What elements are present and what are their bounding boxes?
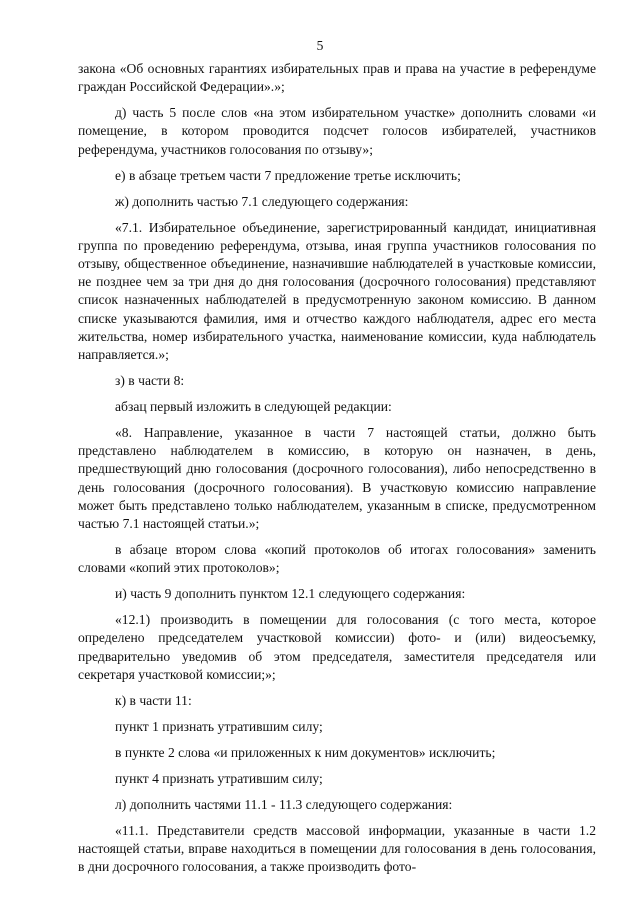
document-body [78, 60, 596, 884]
paragraph: «12.1) производить в помещении для голосования (с того места, которое определено председателем участковой комиссии) фото- и (или) видеосъемку, предварительно уведомив об этом председателя, заместителя председателя или секретаря участковой комиссии;»; [78, 612, 596, 682]
paragraph: ж) дополнить частью 7.1 следующего содержания: [115, 193, 409, 209]
paragraph: абзац первый изложить в следующей редакции: [115, 399, 392, 415]
paragraph: е) в абзаце третьем части 7 предложение третье исключить; [115, 167, 461, 183]
paragraph: д) часть 5 после слов «на этом избирательном участке» дополнить словами «и помещение, в котором проводится подсчет голосов избирателей, участников референдума, участников голосования по отзыву»; [78, 105, 596, 157]
paragraph: пункт 4 признать утратившим силу; [115, 770, 323, 786]
paragraph: л) дополнить частями 11.1 - 11.3 следующего содержания: [115, 796, 453, 812]
paragraph: «7.1. Избирательное объединение, зарегистрированный кандидат, инициативная группа по проведению референдума, отзыва, иная группа участников голосования по отзыву, общественное объединение, назначившие наблюдателей в участковые комиссии, не позднее чем за три дня до дня голосования (досрочного голосования) представляют список назначенных наблюдателей в предусмотренную законом комиссию. В данном списке указываются фамилия, имя и отчество каждого наблюдателя, адрес его места жительства, номер избирательного участка, наименование комиссии, куда наблюдатель направляется.»; [78, 219, 596, 363]
paragraph: в пункте 2 слова «и приложенных к ним документов» исключить; [115, 744, 496, 760]
paragraph: закона «Об основных гарантиях избирательных прав и права на участие в референдуме граждан Российской Федерации».»; [78, 61, 596, 95]
paragraph: к) в части 11: [115, 692, 192, 708]
paragraph: пункт 1 признать утратившим силу; [115, 718, 323, 734]
paragraph: в абзаце втором слова «копий протоколов об итогах голосования» заменить словами «копий этих протоколов»; [78, 542, 596, 576]
paragraph: «8. Направление, указанное в части 7 настоящей статьи, должно быть представлено наблюдателем в комиссию, в которую он назначен, в день, предшествующий дню голосования (досрочного голосования), либо непосредственно в день голосования (досрочного голосования). В участковую комиссию направление может быть представлено только наблюдателем, указанным в списке, предусмотренном частью 7.1 настоящей статьи.»; [78, 425, 596, 532]
paragraph: з) в части 8: [115, 373, 185, 389]
paragraph: и) часть 9 дополнить пунктом 12.1 следующего содержания: [115, 586, 466, 602]
paragraph: «11.1. Представители средств массовой информации, указанные в части 1.2 настоящей статьи, вправе находиться в помещении для голосования в день голосования, в дни досрочного голосования, а также производить фото- [78, 822, 596, 875]
page-number: 5 [316, 38, 324, 53]
